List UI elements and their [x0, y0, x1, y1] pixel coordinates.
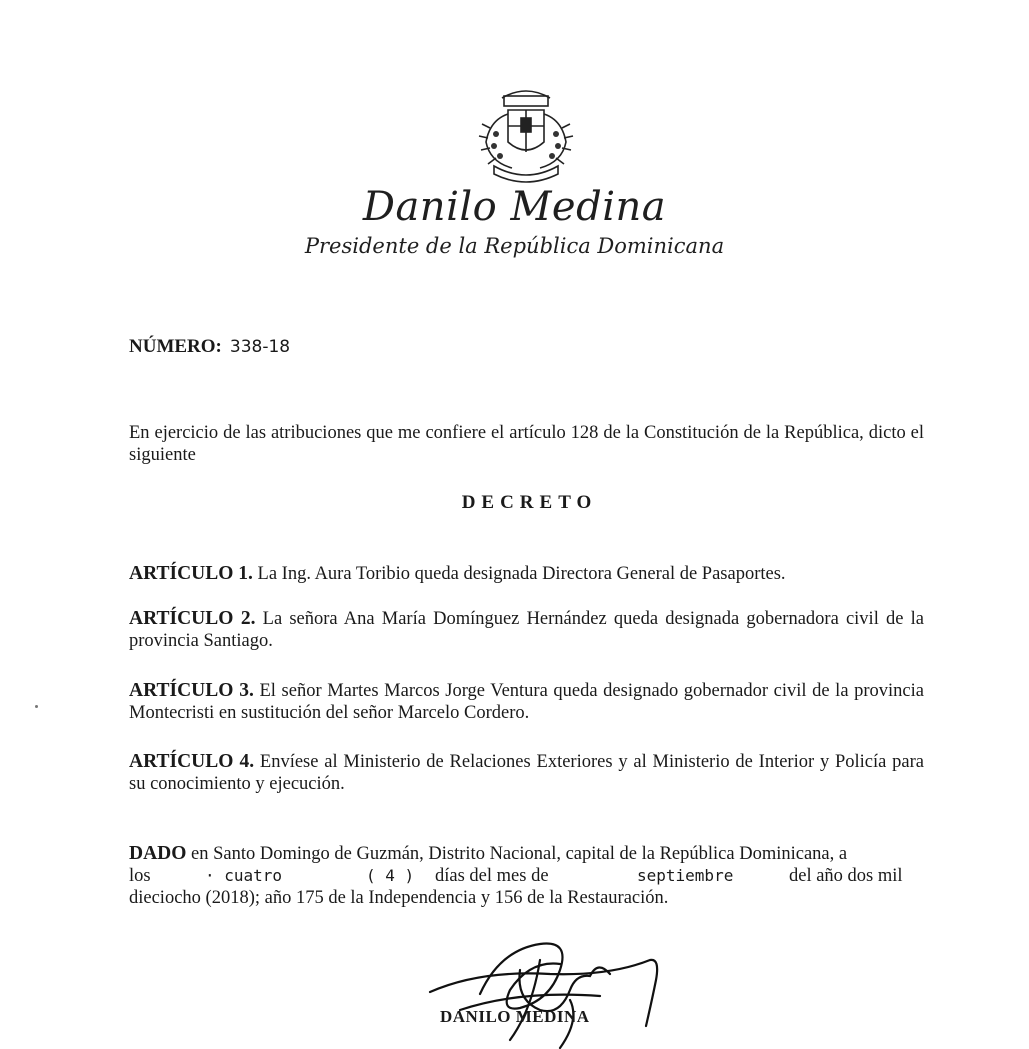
article-1: [129, 563, 924, 585]
president-name: Danilo Medina: [362, 184, 667, 230]
intro-paragraph: En ejercicio de las atribuciones que me confiere el artículo 128 de la Constitución de la República, dicto el siguiente: [129, 423, 924, 465]
signature-icon: [420, 930, 670, 1049]
dado-line-3: dieciocho (2018); año 175 de la Independencia y 156 de la Restauración.: [129, 888, 669, 908]
dado-del-ano: del año dos mil: [789, 866, 903, 886]
article-3: [129, 680, 924, 724]
coat-of-arms-icon: [472, 80, 580, 190]
dado-dias-del-mes: días del mes de: [435, 866, 549, 886]
dado-date-line: [129, 865, 924, 887]
dado-los: los: [129, 866, 151, 886]
dado-label: DADO: [129, 843, 187, 864]
article-2: [129, 608, 924, 652]
article-text: La Ing. Aura Toribio queda designada Directora General de Pasaportes.: [257, 564, 786, 584]
dado-month: septiembre: [637, 866, 734, 885]
dado-line-1: en Santo Domingo de Guzmán, Distrito Nacional, capital de la República Dominicana, a: [191, 844, 848, 864]
article-text: Envíese al Ministerio de Relaciones Exteriores y al Ministerio de Interior y Policía para su conocimiento y ejecución.: [129, 752, 925, 794]
dado-day-words: · cuatro: [205, 866, 283, 885]
dado-paragraph: [129, 843, 924, 909]
president-title: Presidente de la República Dominicana: [304, 234, 725, 258]
scan-speck: [35, 705, 38, 708]
article-label: ARTÍCULO 3.: [129, 680, 254, 701]
article-4: [129, 751, 924, 795]
article-text: La señora Ana María Domínguez Hernández queda designada gobernadora civil de la provincia Santiago.: [129, 609, 924, 651]
article-label: ARTÍCULO 1.: [129, 563, 253, 584]
decree-heading: DECRETO: [461, 492, 598, 513]
article-label: ARTÍCULO 4.: [129, 751, 255, 772]
article-label: ARTÍCULO 2.: [129, 608, 256, 629]
decree-number: [129, 336, 290, 358]
dado-day-number: ( 4 ): [366, 866, 415, 885]
decree-number-label: NÚMERO:: [129, 336, 222, 357]
article-text: El señor Martes Marcos Jorge Ventura queda designado gobernador civil de la provincia Montecristi en sustitución del señor Marcelo Cordero.: [129, 681, 924, 723]
decree-number-value: 338-18: [229, 337, 291, 357]
signature-name: DANILO MEDINA: [440, 1007, 590, 1026]
